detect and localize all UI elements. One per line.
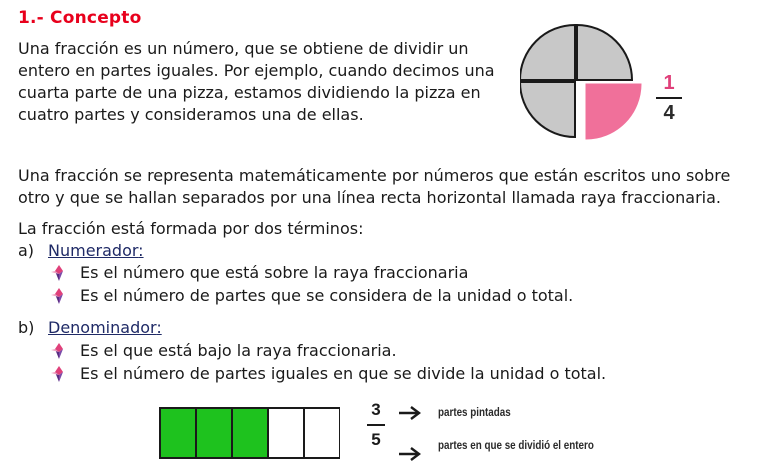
numerator-legend: partes pintadas (438, 405, 511, 419)
fraction-bar (367, 424, 385, 426)
bullet-text: Es el número de partes iguales en que se divide la unidad o total. (80, 364, 607, 383)
bullet-text: Es el que está bajo la raya fraccionaria. (80, 341, 397, 360)
term-letter: b) (18, 318, 35, 337)
terms-intro: La fracción está formada por dos términos: (18, 219, 364, 238)
term-numerador-heading (18, 241, 144, 261)
pizza-fraction (652, 72, 686, 124)
denominator-legend: partes en que se dividió el entero (438, 438, 594, 452)
bar-cells (160, 408, 340, 458)
pizza-fraction-numerator: 1 (663, 72, 675, 94)
list-item (50, 286, 573, 306)
arrow-right-icon (398, 446, 422, 462)
bar-cell-filled (232, 408, 268, 458)
fraction-bar (656, 97, 682, 99)
bar-cell-filled (160, 408, 196, 458)
term-suffix: : (156, 318, 162, 337)
pin-icon (50, 365, 68, 383)
bar-diagram (158, 405, 340, 461)
pin-icon (50, 264, 68, 282)
pizza-slice-top-left (520, 25, 575, 80)
term-name: Denominador (48, 318, 157, 337)
pizza-slices (520, 25, 641, 139)
intro-paragraph: Una fracción es un número, que se obtiene de dividir un entero en partes iguales. Por ejemplo, cuando decimos una cuarta parte de una pizza, estamos dividiendo la pizza en cuatro partes y consideramos una de ellas. (18, 39, 495, 124)
bar-cell-empty (304, 408, 340, 458)
list-item (50, 364, 606, 384)
pizza-fraction-denominator: 4 (663, 102, 675, 124)
section-title: 1.- Concepto (18, 8, 142, 28)
term-denominador-heading (18, 318, 162, 338)
term-suffix: : (138, 241, 144, 260)
bullet-text: Es el número de partes que se considera de la unidad o total. (80, 286, 574, 305)
example-fraction-denominator: 5 (371, 430, 381, 449)
bullet-text: Es el número que está sobre la raya fraccionaria (80, 263, 469, 282)
representation-paragraph: Una fracción se representa matemáticamente por números que están escritos uno sobre otro y que se hallan separados por una línea recta horizontal llamada raya fraccionaria. (18, 166, 731, 207)
example-fraction (366, 400, 386, 450)
list-item (50, 263, 468, 283)
pizza-slice-top-right (577, 25, 632, 80)
pin-icon (50, 287, 68, 305)
arrow-right-icon (398, 405, 422, 421)
pizza-slice-highlighted (586, 84, 641, 139)
bar-cell-empty (268, 408, 304, 458)
pizza-slice-bottom-left (520, 82, 575, 137)
term-letter: a) (18, 241, 35, 260)
bar-cell-filled (196, 408, 232, 458)
example-fraction-numerator: 3 (371, 400, 381, 419)
list-item (50, 341, 397, 361)
pizza-diagram (520, 22, 645, 142)
term-name: Numerador (48, 241, 139, 260)
pin-icon (50, 342, 68, 360)
